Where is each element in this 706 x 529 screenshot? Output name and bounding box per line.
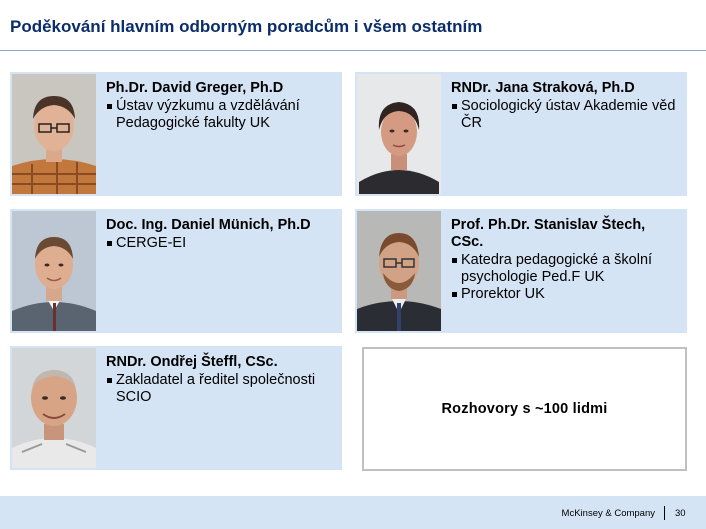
person-info bbox=[106, 80, 336, 132]
footer-bar bbox=[0, 496, 706, 529]
person-card-stech bbox=[355, 209, 687, 333]
person-name: RNDr. Jana Straková, Ph.D bbox=[451, 80, 635, 96]
person-name: Prof. Ph.Dr. Stanislav Štech, CSc. bbox=[451, 217, 646, 250]
person-info bbox=[451, 80, 681, 132]
person-name: RNDr. Ondřej Šteffl, CSc. bbox=[106, 354, 278, 370]
person-info bbox=[106, 354, 336, 406]
person-detail: Katedra pedagogické a školní psychologie Ped.F UK bbox=[451, 252, 681, 286]
summary-box bbox=[362, 347, 687, 471]
person-name: Doc. Ing. Daniel Münich, Ph.D bbox=[106, 217, 311, 233]
person-name: Ph.Dr. David Greger, Ph.D bbox=[106, 80, 284, 96]
person-detail: CERGE-EI bbox=[106, 235, 336, 252]
footer-separator bbox=[664, 506, 665, 520]
person-detail: Ústav výzkumu a vzdělávání Pedagogické fakulty UK bbox=[106, 98, 336, 132]
person-photo bbox=[357, 74, 441, 194]
person-photo bbox=[12, 348, 96, 468]
person-info bbox=[451, 217, 681, 303]
person-detail: Prorektor UK bbox=[451, 286, 681, 303]
person-photo bbox=[357, 211, 441, 331]
person-photo bbox=[12, 211, 96, 331]
person-card-munich bbox=[10, 209, 342, 333]
person-card-steffl bbox=[10, 346, 342, 470]
person-photo bbox=[12, 74, 96, 194]
page-number: 30 bbox=[675, 508, 686, 519]
slide-title: Poděkování hlavním odborným poradcům i všem ostatním bbox=[10, 17, 483, 36]
person-info bbox=[106, 217, 336, 252]
footer-company: McKinsey & Company bbox=[561, 508, 655, 519]
title-divider bbox=[0, 50, 706, 51]
person-card-greger bbox=[10, 72, 342, 196]
person-detail: Sociologický ústav Akademie věd ČR bbox=[451, 98, 681, 132]
person-card-strakova bbox=[355, 72, 687, 196]
summary-text: Rozhovory s ~100 lidmi bbox=[441, 401, 608, 417]
person-detail: Zakladatel a ředitel společnosti SCIO bbox=[106, 372, 336, 406]
